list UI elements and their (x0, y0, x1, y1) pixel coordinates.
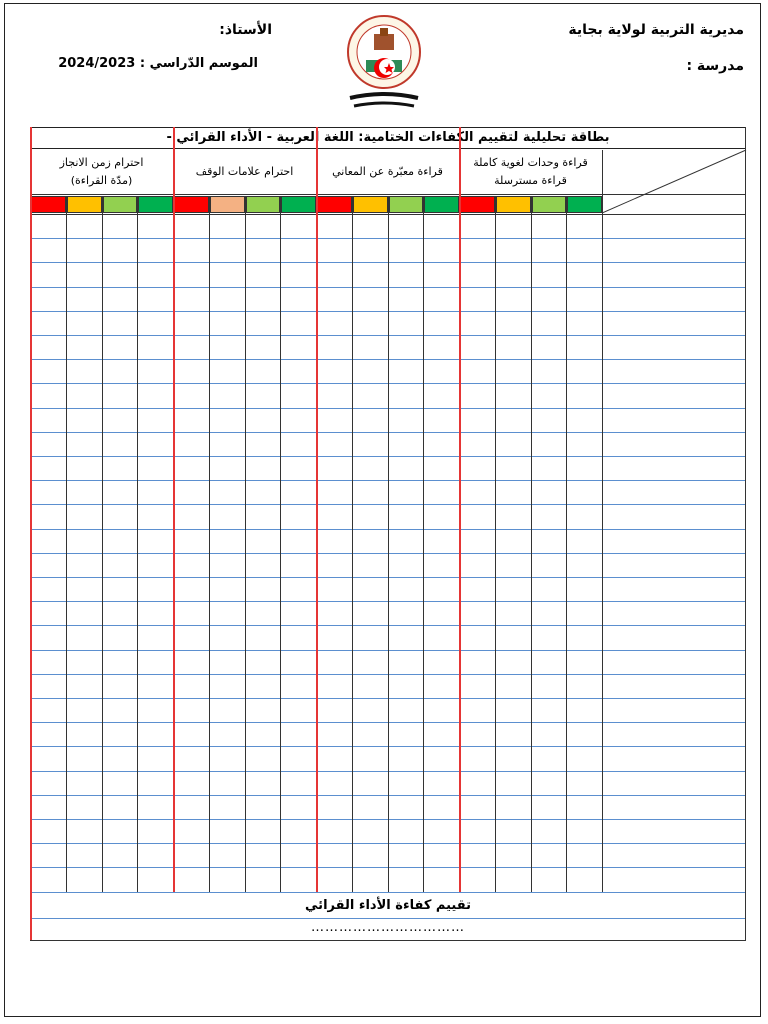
footer-dots-line: …………………………… (311, 920, 465, 935)
footer-title: تقييم كفاءة الأداء القرائي (305, 898, 471, 913)
level-color-swatch (424, 196, 459, 213)
level-color-swatch (389, 196, 424, 213)
subcolumn-line (423, 196, 424, 892)
ministry-emblem (336, 12, 432, 112)
subcolumn-line (280, 196, 281, 892)
subcolumn-line (245, 196, 246, 892)
level-color-swatch (532, 196, 567, 213)
level-color-swatch (460, 196, 495, 213)
level-color-swatch (31, 196, 66, 213)
name-column-header-diagonal (602, 150, 748, 214)
level-color-swatch (317, 196, 352, 213)
criterion-header (316, 150, 459, 194)
level-color-swatch (353, 196, 388, 213)
subcolumn-line (137, 196, 138, 892)
page-title: بطاقة تحليلية لتقييم الكفاءات الختامية: اللغة العربية - الأداء القرائي - (30, 127, 746, 149)
subcolumn-line (531, 196, 532, 892)
subcolumn-line (388, 196, 389, 892)
subcolumn-line (495, 196, 496, 892)
level-color-swatch (496, 196, 531, 213)
subcolumn-line (209, 196, 210, 892)
level-color-swatch (246, 196, 281, 213)
teacher-label: الأستاذ: (219, 22, 272, 38)
group-separator (173, 127, 175, 892)
group-separator (316, 127, 318, 892)
table-row-line (30, 892, 746, 893)
table-right-border (745, 127, 746, 940)
level-color-swatch (67, 196, 102, 213)
level-color-swatch (174, 196, 209, 213)
subcolumn-line (102, 196, 103, 892)
criterion-line2: (مدّة القراءة) (70, 174, 133, 187)
level-color-swatch (281, 196, 316, 213)
group-separator (459, 127, 461, 892)
criterion-line1: قراءة معبّرة عن المعاني (332, 165, 443, 178)
subcolumn-line (566, 196, 567, 892)
season-label: الموسم الدّراسي : 2024/2023 (58, 56, 258, 71)
level-color-swatch (138, 196, 173, 213)
name-column-line (602, 150, 603, 892)
criterion-line1: احترام علامات الوقف (195, 165, 294, 178)
criterion-line2: قراءة مسترسلة (494, 174, 567, 187)
group-separator (30, 127, 32, 940)
subcolumn-line (352, 196, 353, 892)
school-label: مدرسة : (686, 58, 744, 74)
criterion-header (30, 150, 173, 194)
criterion-header (459, 150, 602, 194)
level-color-swatch (103, 196, 138, 213)
criterion-header (173, 150, 316, 194)
level-color-swatch (567, 196, 602, 213)
level-color-swatch (210, 196, 245, 213)
table-bottom-line (30, 940, 746, 941)
directorate-label: مديرية التربية لولاية بجاية (568, 22, 744, 38)
subcolumn-line (66, 196, 67, 892)
header-divider (30, 194, 746, 195)
criterion-line1: احترام زمن الانجاز (59, 156, 144, 169)
criterion-line1: قراءة وحدات لغوية كاملة (473, 156, 588, 169)
